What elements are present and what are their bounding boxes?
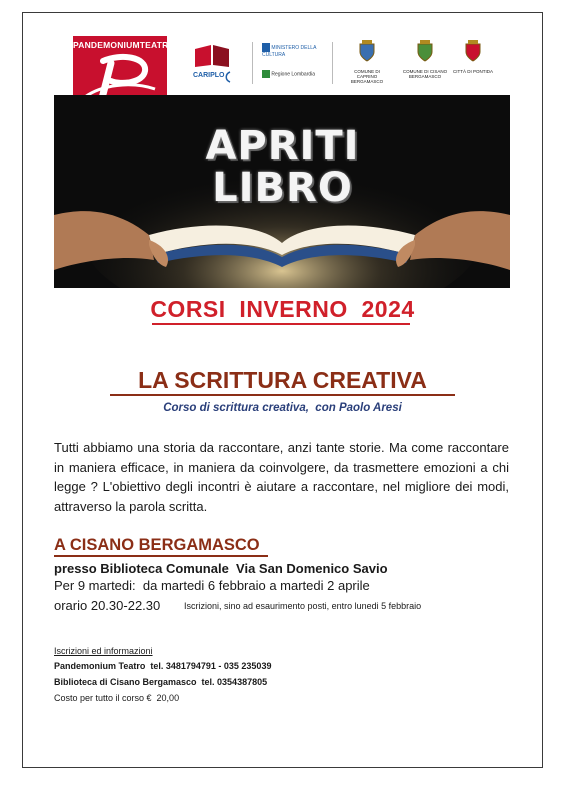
region-emblem-icon — [262, 70, 270, 78]
season-underline — [152, 323, 410, 325]
municipality-caption: COMUNE DI CAPRINO BERGAMASCO — [350, 69, 384, 84]
course-hours: orario 20.30-22.30 — [54, 598, 161, 613]
contact-library: Biblioteca di Cisano Bergamasco tel. 0354387805 — [54, 677, 268, 687]
region-label: Regione Lombardia — [271, 71, 316, 78]
contact-theatre: Pandemonium Teatro tel. 3481794791 - 035 235039 — [54, 661, 272, 671]
hero-title-line2: LIBRO — [212, 165, 353, 211]
location-underline — [54, 555, 268, 557]
municipality-caprino — [344, 40, 390, 84]
ministry-emblem-icon — [262, 43, 270, 52]
location-venue: presso Biblioteca Comunale Via San Domenico Savio — [54, 561, 388, 576]
region-logo — [262, 70, 317, 78]
course-title: LA SCRITTURA CREATIVA — [138, 367, 427, 393]
municipality-cisano — [402, 40, 448, 79]
location-town: A CISANO BERGAMASCO — [54, 536, 260, 554]
theatre-logo-text: PANDEMONIUMTEATRO — [73, 40, 176, 50]
logo-divider — [332, 42, 333, 84]
coat-of-arms-icon — [416, 40, 434, 62]
book-logo-icon — [193, 43, 231, 69]
municipality-pontida — [450, 40, 496, 74]
registration-note: Iscrizioni, sino ad esaurimento posti, entro lunedi 5 febbraio — [184, 601, 422, 611]
course-schedule: Per 9 martedi: da martedi 6 febbraio a martedi 2 aprile — [54, 578, 370, 593]
apriti-libro-logo — [193, 43, 235, 69]
course-subtitle: Corso di scrittura creativa, con Paolo Aresi — [163, 402, 402, 414]
course-description: Tutti abbiamo una storia da raccontare, anzi tante storie. Ma come raccontare in maniera efficace, in maniera da coinvolgere, da trasmettere emozioni a chi legge ? L'obiettivo degli incontri è aiutare a raccontare, nel migliore dei modi, attraverso la parola scritta. — [54, 440, 509, 514]
ministry-logo — [262, 43, 317, 58]
municipality-caption: COMUNE DI CISANO BERGAMASCO — [402, 69, 448, 79]
hero-title-line1: APRITI — [205, 123, 360, 169]
season-title: CORSI INVERNO 2024 — [150, 296, 415, 322]
contacts-heading: Iscrizioni ed informazioni — [54, 646, 153, 656]
logo-divider — [252, 42, 253, 84]
course-cost: Costo per tutto il corso € 20,00 — [54, 693, 180, 703]
coat-of-arms-icon — [464, 40, 482, 62]
cariplo-emblem-icon — [224, 71, 234, 85]
municipality-caption: CITTÀ DI PONTIDA — [452, 69, 493, 74]
ministry-label: MINISTERO DELLA CULTURA — [262, 44, 317, 58]
cariplo-label: CARIPLO — [193, 72, 225, 79]
course-underline — [110, 394, 455, 396]
coat-of-arms-icon — [358, 40, 376, 62]
